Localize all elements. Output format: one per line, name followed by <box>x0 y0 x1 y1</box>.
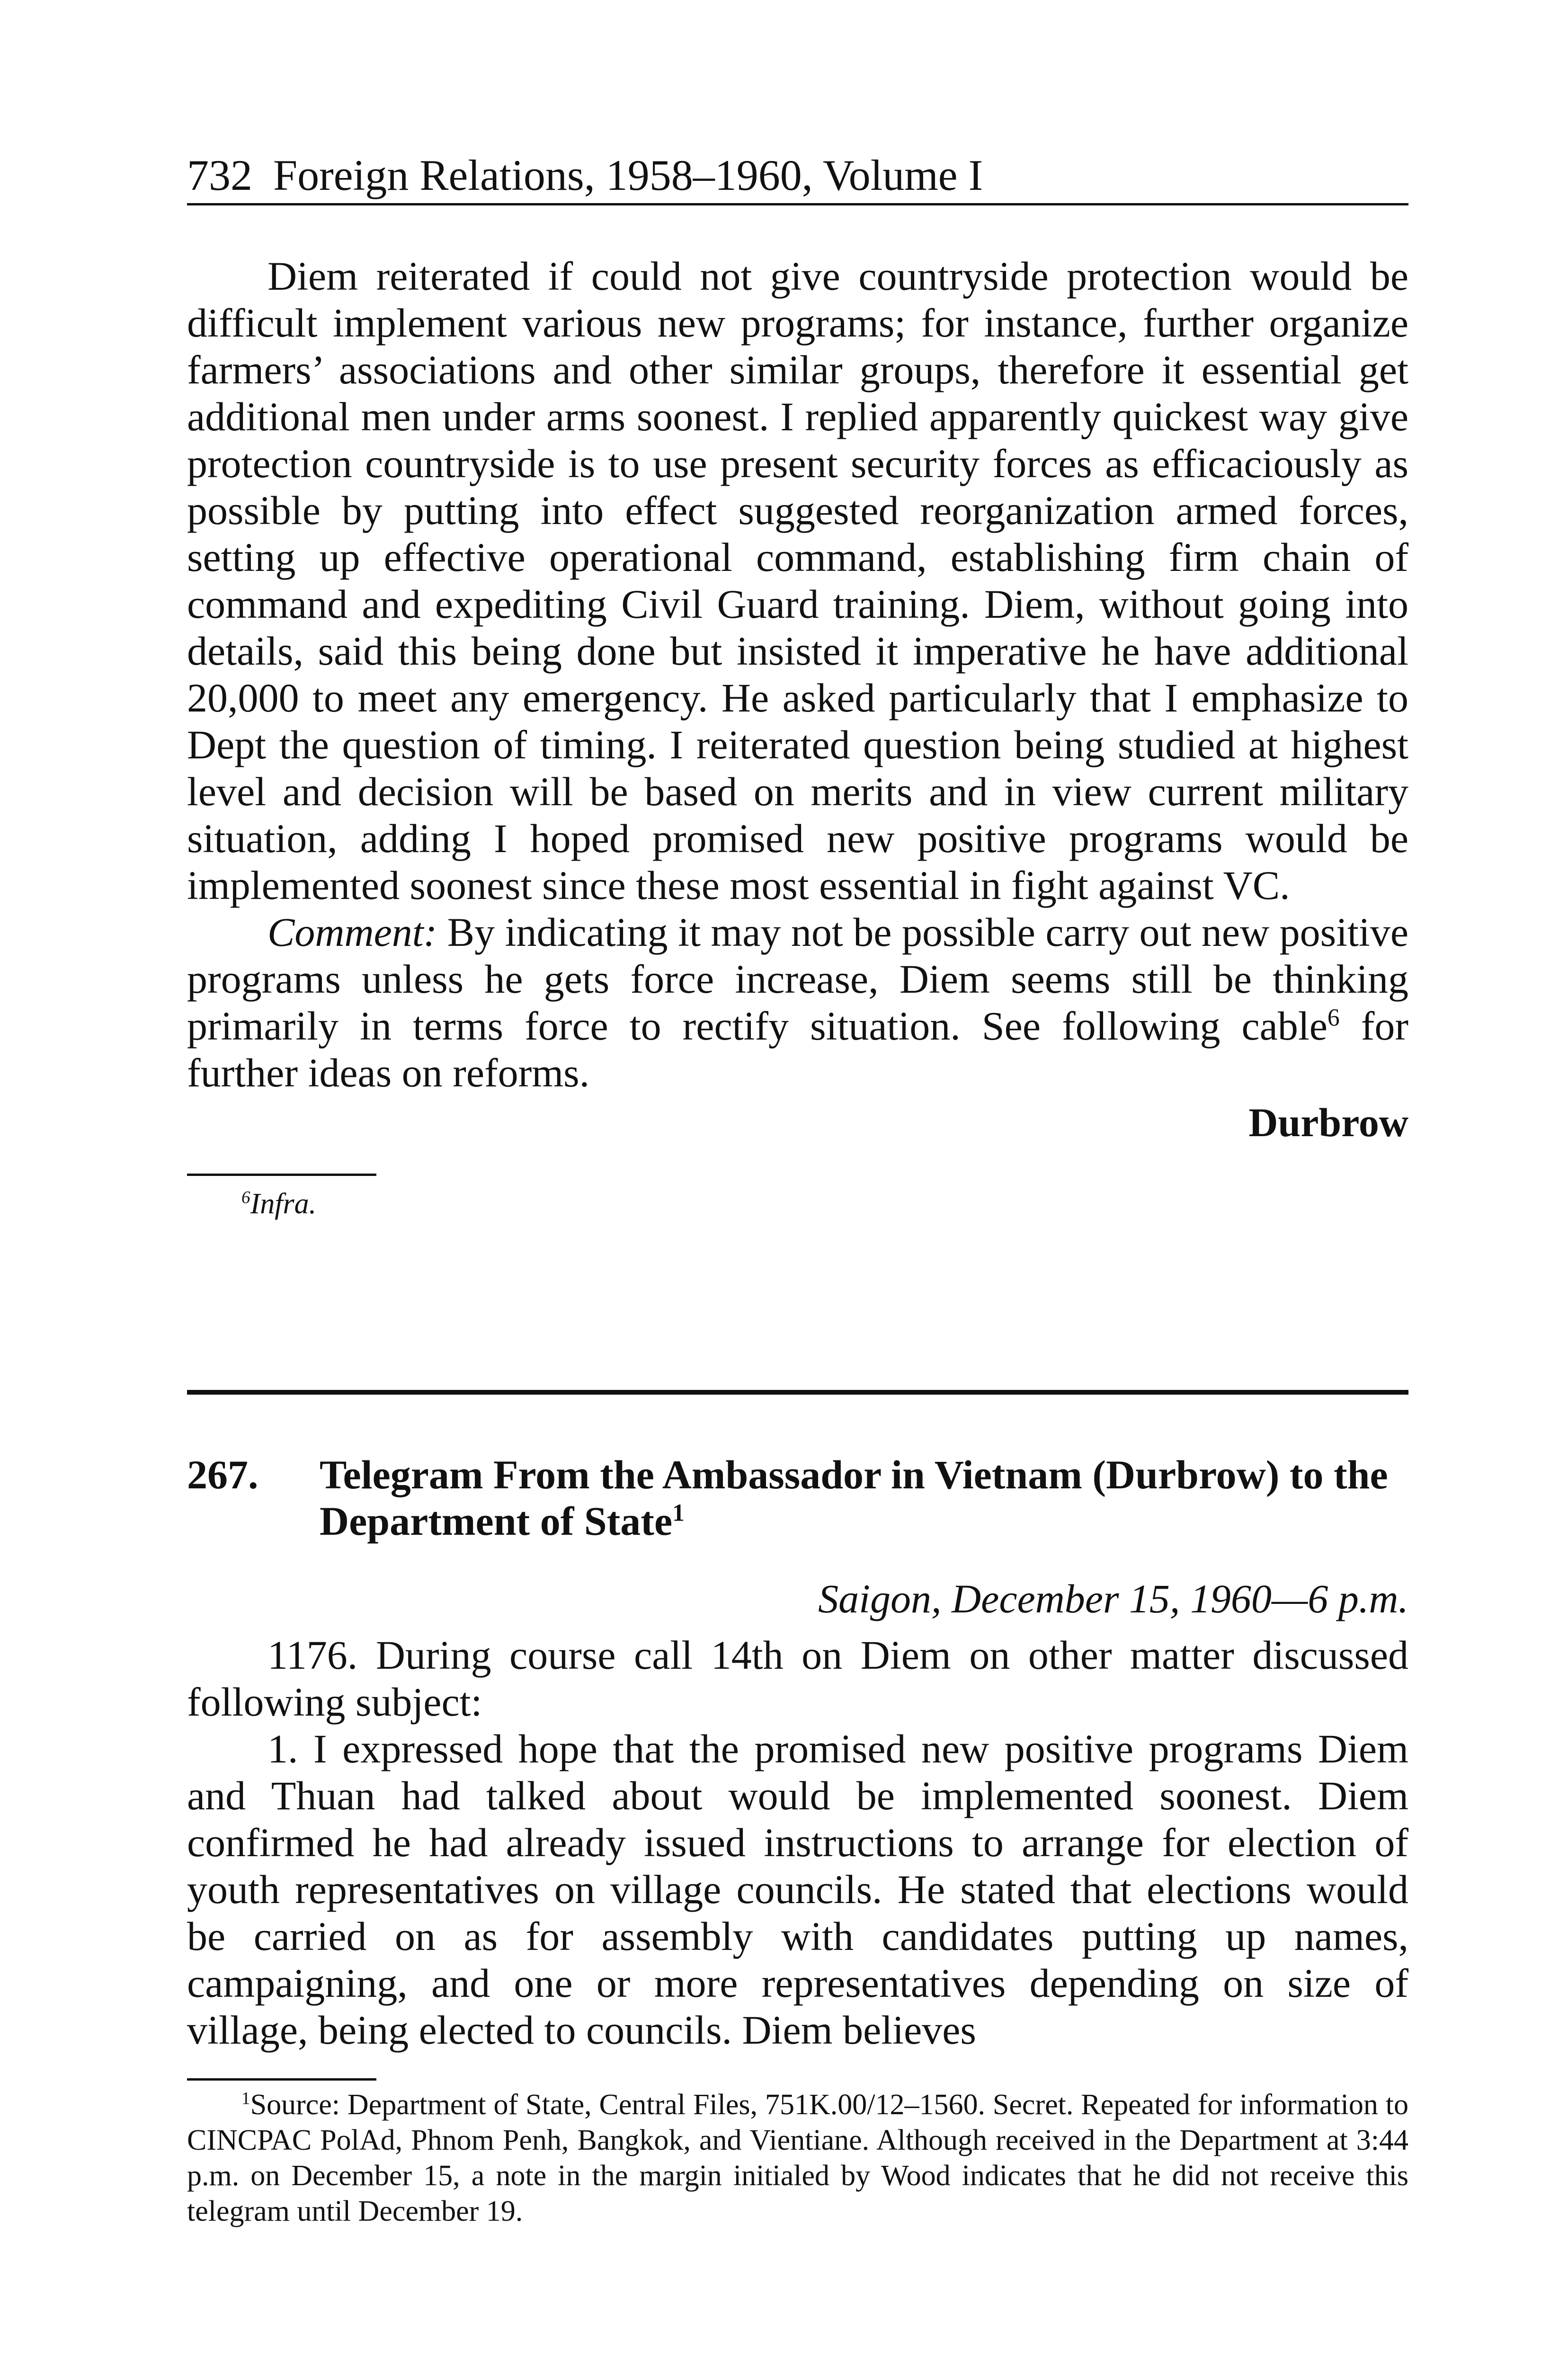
page <box>187 149 1408 2229</box>
footnote-rule-bottom <box>187 2078 376 2081</box>
footnote-rule <box>187 1174 376 1176</box>
dateline: Saigon, December 15, 1960—6 p.m. <box>818 1576 1408 1621</box>
paragraph-1176: 1176. During course call 14th on Diem on other matter discussed following subject: <box>187 1632 1408 1725</box>
comment-label: Comment: <box>267 909 437 955</box>
running-head <box>187 149 1408 205</box>
document-title-block <box>320 1451 1408 1544</box>
page-number: 732 <box>187 151 252 199</box>
comment-paragraph <box>187 909 1408 1096</box>
footnote-1-text: Source: Department of State, Central Files, 751K.00/12–1560. Secret. Repeated for information to CINCPAC PolAd, Phnom Penh, Bangkok, and Vientiane. Although received in the Department at 3:44 p.m. on December 15, a note in the margin initialed by Wood indicates that he did not receive this telegram until December 19. <box>187 2089 1408 2227</box>
footnote-ref-1: 1 <box>672 1499 685 1527</box>
document-title: Telegram From the Ambassador in Vietnam (Durbrow) to the Department of State <box>320 1452 1388 1544</box>
comment-tail: for further ideas on reforms. <box>187 1003 1408 1095</box>
document-heading <box>187 1451 1408 1544</box>
footnote-6-text: Infra. <box>250 1188 317 1220</box>
document-separator <box>187 1390 1408 1395</box>
volume-title: Foreign Relations, 1958–1960, Volume I <box>273 151 983 199</box>
document-number: 267. <box>187 1452 258 1497</box>
paragraph-1: 1. I expressed hope that the promised new positive programs Diem and Thuan had talked about would be implemented soonest. Diem confirmed he had already issued instructions to arrange for election of youth representatives on village councils. He stated that elections would be carried on as for assembly with candidates putting up names, campaigning, and one or more representatives depending on size of village, being elected to councils. Diem believes <box>187 1726 1408 2053</box>
footnote-1 <box>187 2087 1408 2229</box>
footnote-1-marker: 1 <box>241 2089 250 2109</box>
signature: Durbrow <box>1248 1100 1408 1145</box>
footnote-6-marker: 6 <box>241 1188 250 1208</box>
comment-text: By indicating it may not be possible carry out new positive programs unless he gets force increase, Diem seems still be thinking primarily in terms force to rectify situation. See following cable <box>187 909 1408 1049</box>
footnote-6 <box>187 1186 1408 1222</box>
paragraph-diem-reiterated: Diem reiterated if could not give countryside protection would be difficult implement various new programs; for instance, further organize farmers’ associations and other similar groups, therefore it essential get additional men under arms soonest. I replied apparently quickest way give protection countryside is to use present security forces as efficaciously as possible by putting into effect suggested reorganization armed forces, setting up effective operational command, establishing firm chain of command and expediting Civil Guard training. Diem, without going into details, said this being done but insisted it imperative he have additional 20,000 to meet any emergency. He asked particularly that I emphasize to Dept the question of timing. I reiterated question being studied at highest level and decision will be based on merits and in view current military situation, adding I hoped promised new positive programs would be implemented soonest since these most essential in fight against VC. <box>187 253 1408 908</box>
footnote-ref-6: 6 <box>1327 1004 1340 1032</box>
